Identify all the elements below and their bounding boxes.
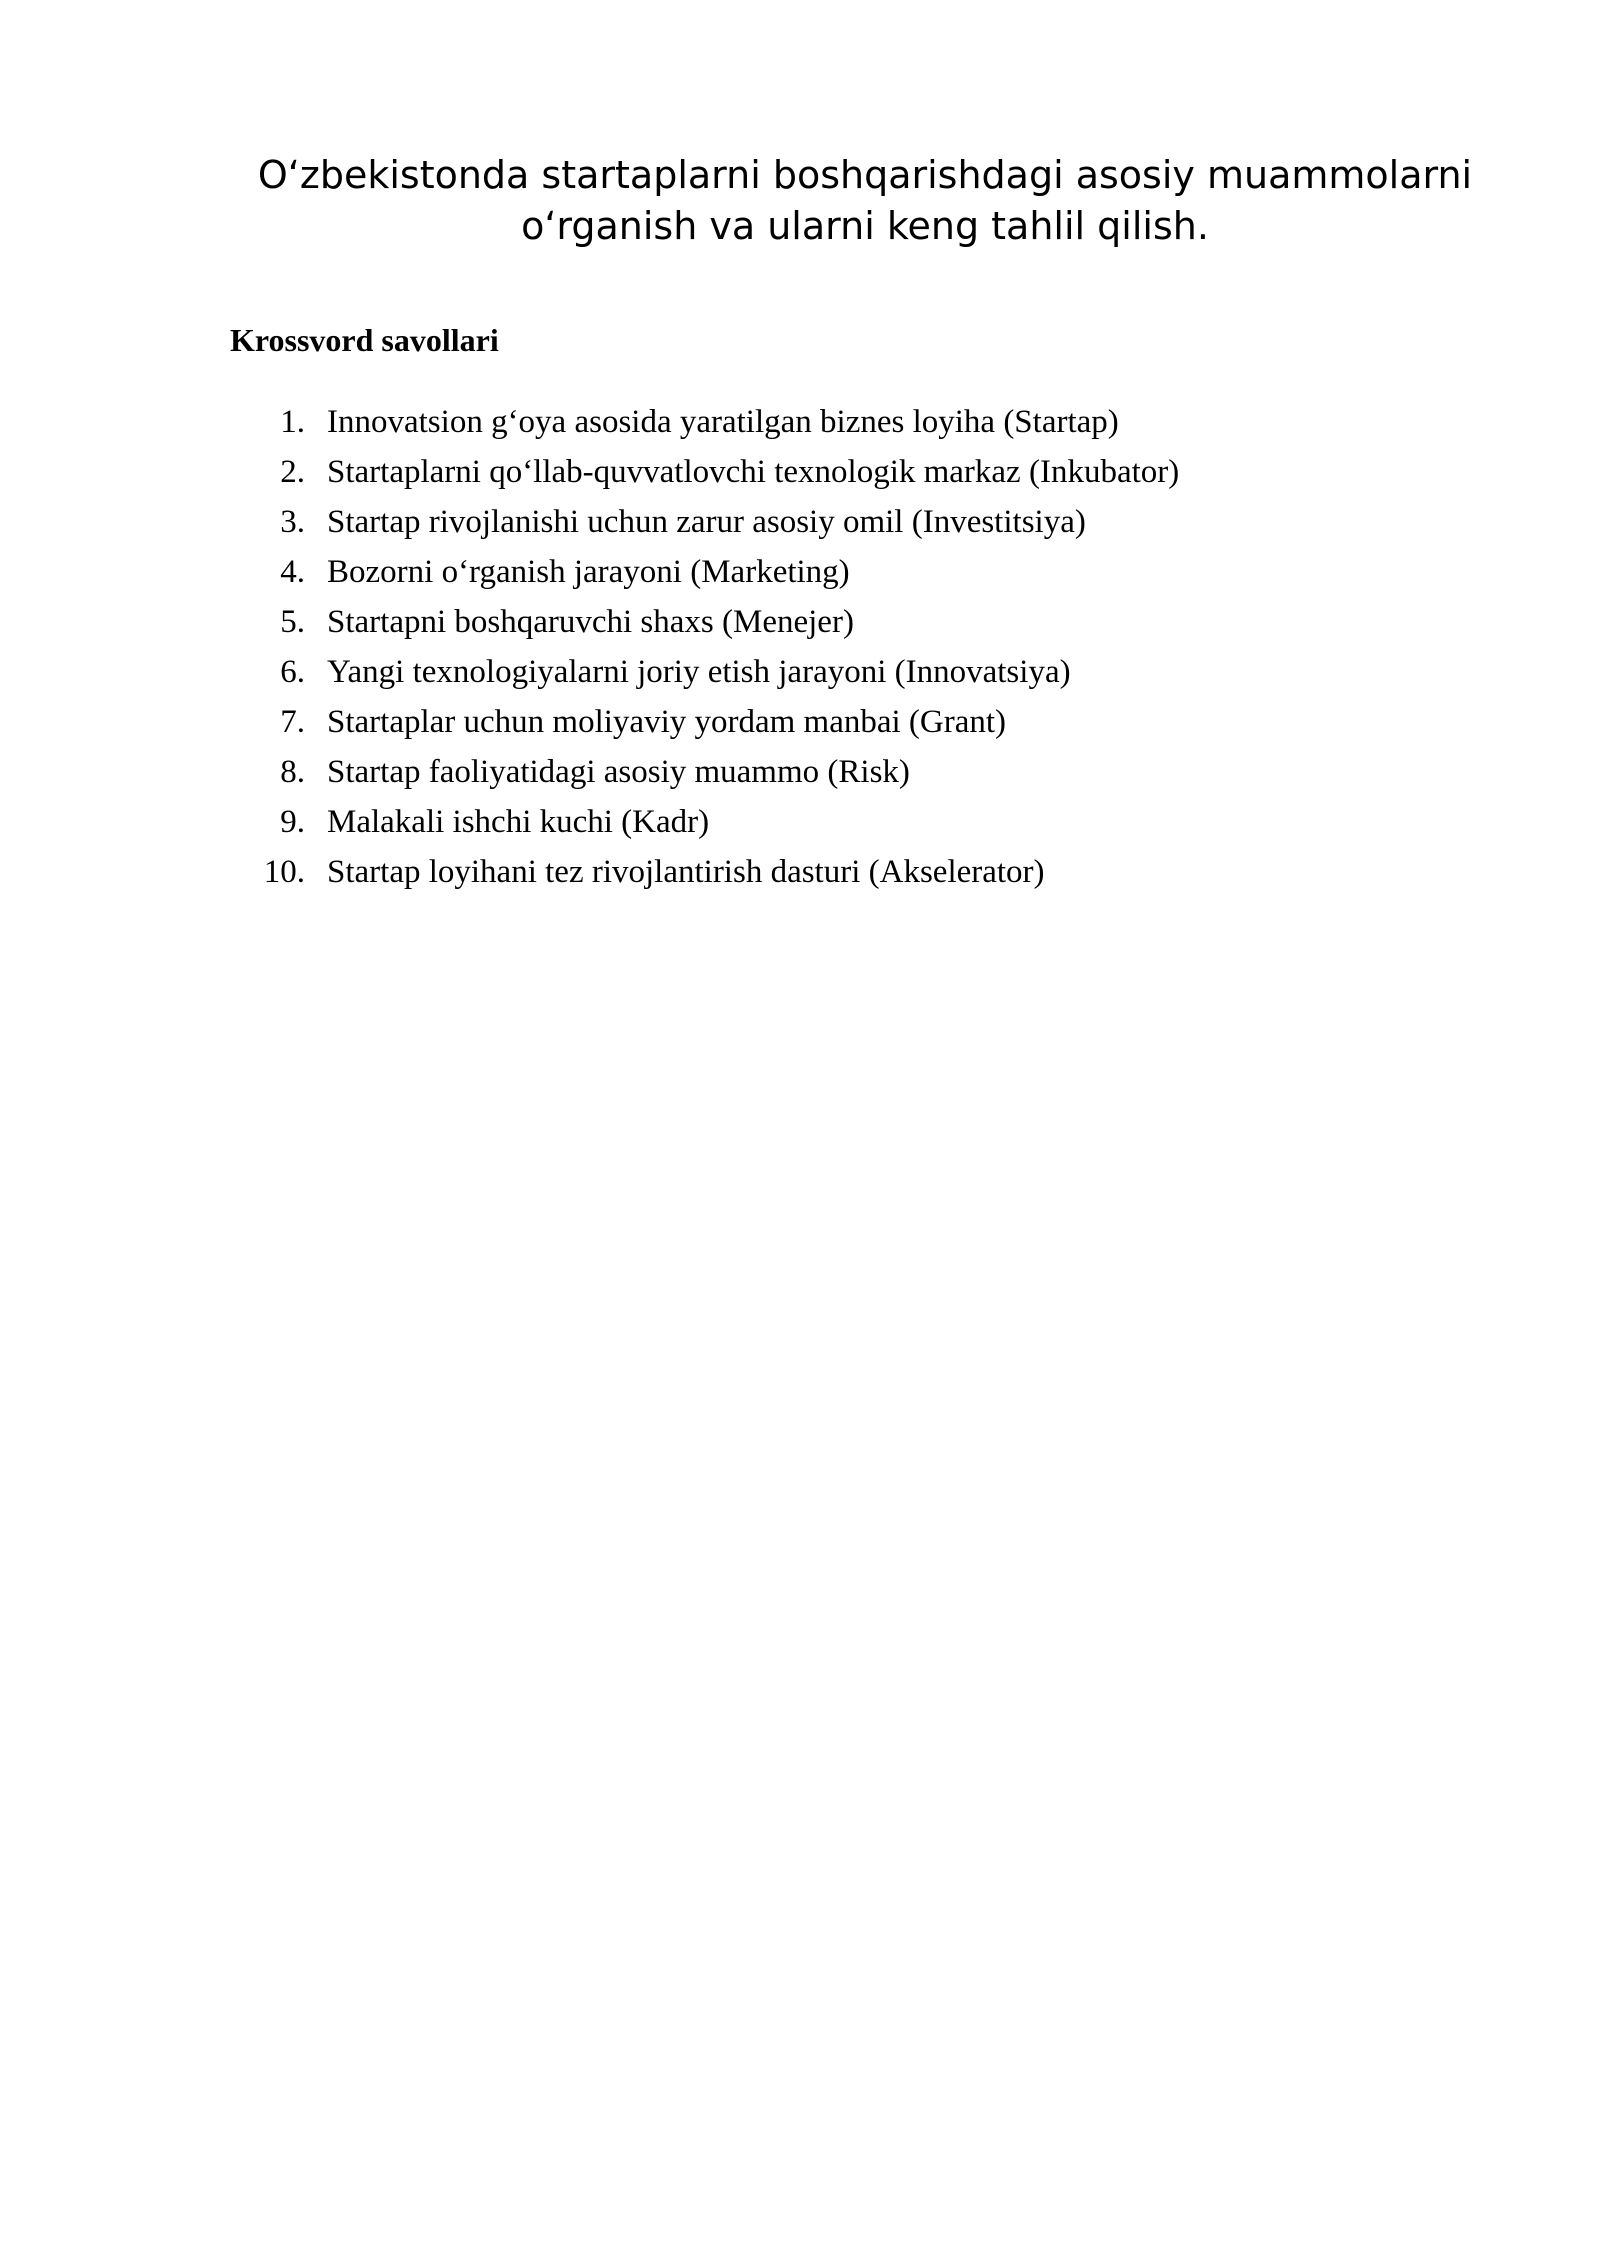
list-item-number: 4. (280, 554, 305, 590)
list-item-text: Startaplarni qo‘llab-quvvatlovchi texnologik markaz (Inkubator) (327, 454, 1180, 490)
list-item-number: 2. (280, 454, 305, 490)
list-item (0, 597, 1600, 647)
list-item-text: Startap rivojlanishi uchun zarur asosiy omil (Investitsiya) (327, 504, 1086, 540)
list-item-number: 7. (280, 704, 305, 740)
list-item-number: 3. (280, 504, 305, 540)
list-item (0, 847, 1600, 897)
list-item-text: Startapni boshqaruvchi shaxs (Menejer) (327, 604, 854, 640)
list-item-text: Malakali ishchi kuchi (Kadr) (327, 804, 710, 840)
list-item (0, 797, 1600, 847)
document-title: O‘zbekistonda startaplarni boshqarishdagi asosiy muammolarni o‘rganish va ularni keng tahlil qilish. (257, 153, 1473, 248)
section-heading: Krossvord savollari (230, 322, 499, 358)
list-item-number: 5. (280, 604, 305, 640)
crossword-question-list (0, 397, 1600, 897)
list-item (0, 447, 1600, 497)
list-item (0, 747, 1600, 797)
list-item-number: 6. (280, 654, 305, 690)
list-item (0, 497, 1600, 547)
list-item (0, 397, 1600, 447)
list-item (0, 547, 1600, 597)
list-item-number: 1. (280, 404, 305, 440)
list-item-number: 8. (280, 754, 305, 790)
list-item (0, 647, 1600, 697)
list-item-text: Innovatsion g‘oya asosida yaratilgan biznes loyiha (Startap) (327, 404, 1119, 440)
list-item-number: 10. (263, 854, 305, 890)
list-item-text: Startap faoliyatidagi asosiy muammo (Risk) (327, 754, 910, 790)
list-item-text: Yangi texnologiyalarni joriy etish jarayoni (Innovatsiya) (327, 654, 1071, 690)
list-item-text: Bozorni o‘rganish jarayoni (Marketing) (327, 554, 850, 590)
list-item-number: 9. (280, 804, 305, 840)
list-item-text: Startap loyihani tez rivojlantirish dasturi (Akselerator) (327, 854, 1045, 890)
list-item-text: Startaplar uchun moliyaviy yordam manbai (Grant) (327, 704, 1007, 740)
list-item (0, 697, 1600, 747)
